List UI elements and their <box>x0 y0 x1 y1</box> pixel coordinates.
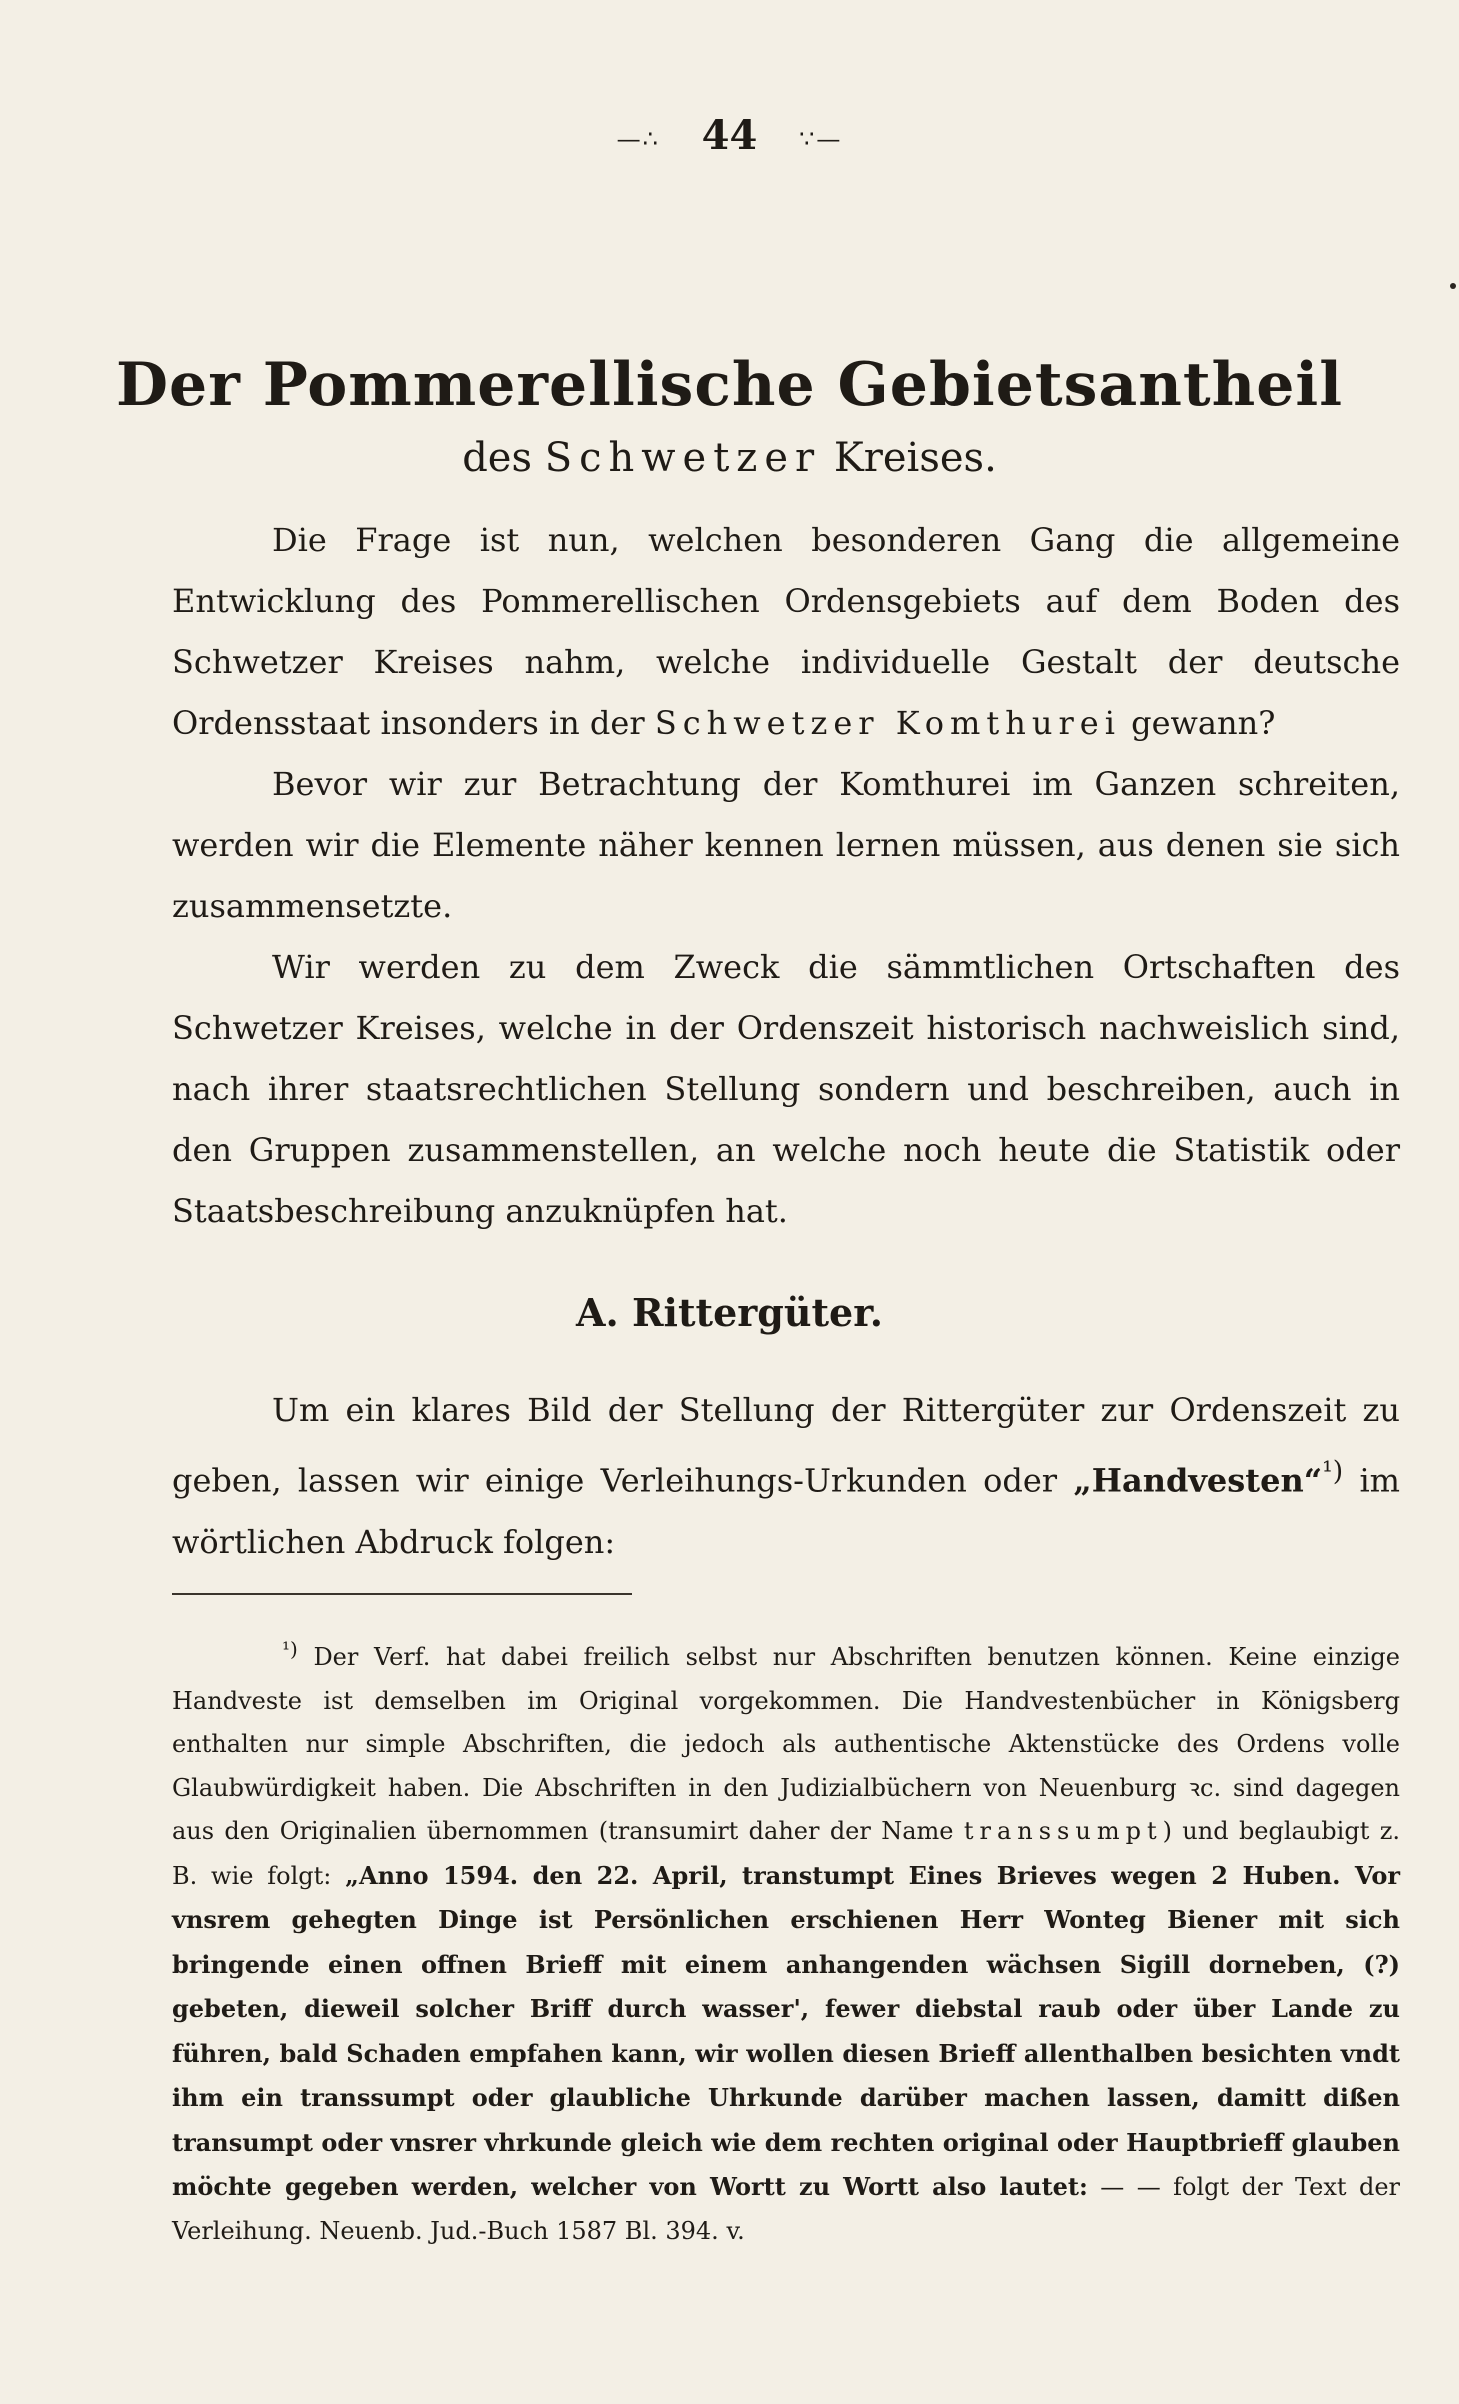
footnote-ref: ¹) <box>1322 1456 1344 1487</box>
footnote-text-spaced: transsumpt <box>963 1817 1163 1845</box>
footnote-marker: ¹) <box>282 1637 298 1661</box>
intro-p1-spaced: Schwetzer Komthurei <box>654 704 1121 742</box>
intro-p1-a: Die Frage ist nun, welchen besonderen Gang die allgemeine Entwicklung des Pommerellischen Ordensgebiets auf dem Boden des Schwetzer Kreises nahm, welche individuelle Gestalt der deutsche Ordensstaat insonders in der <box>172 521 1400 742</box>
subtitle-suffix: Kreises. <box>833 435 997 481</box>
section-text <box>172 1380 1400 1573</box>
intro-text <box>172 510 1400 1242</box>
section-heading: A. Rittergüter. <box>576 1290 883 1335</box>
intro-paragraph-3: Wir werden zu dem Zweck die sämmtlichen Ortschaften des Schwetzer Kreises, welche in der Ordenszeit historisch nachweislich sind, nach ihrer staatsrechtlichen Stellung sondern und beschreiben, auch in den Gruppen zusammenstellen, an welche noch heute die Statistik oder Staatsbeschreibung anzuknüpfen hat. <box>172 948 1400 1230</box>
subtitle-spaced: Schwetzer <box>544 435 822 481</box>
subtitle-prefix: des <box>462 435 533 481</box>
section-paragraph <box>172 1380 1400 1573</box>
ornament-right: ∵— <box>799 125 843 153</box>
footnote <box>172 1628 1400 2253</box>
page-header <box>0 112 1459 159</box>
chapter-title: Der Pommerellische Gebietsantheil <box>116 350 1343 420</box>
section-p1-a: Um ein klares Bild der Stellung der Rittergüter zur Ordenszeit zu geben, lassen wir einige Verleihungs-Urkunden oder <box>172 1391 1400 1500</box>
footnote-text-c: — — folgt der Text der Verleihung. Neuenb. Jud.-Buch 1587 Bl. 394. v. <box>172 2173 1400 2245</box>
page-number: 44 <box>701 112 758 159</box>
intro-p1-b: gewann? <box>1131 704 1276 742</box>
footnote-paragraph <box>172 1628 1400 2253</box>
ornament-left: —∴ <box>616 125 660 153</box>
footnote-quote: „Anno 1594. den 22. April, transtumpt Eines Brieves wegen 2 Huben. Vor vnsrem gehegten Dinge ist Persönlichen erschienen Herr Wonteg Biener mit sich bringende einen offnen Brieff mit einem anhangenden wächsen Sigill dorneben, (?) gebeten, dieweil solcher Briff durch wasser', fewer diebstal raub oder über Lande zu führen, bald Schaden empfahen kann, wir wollen diesen Brieff allenthalben besichten vndt ihm ein transsumpt oder glaubliche Uhrkunde darüber machen lassen, damitt dißen transumpt oder vnsrer vhrkunde gleich wie dem rechten original oder Hauptbrieff glauben möchte gegeben werden, welcher von Wortt zu Wortt also lautet: <box>172 1860 1400 2201</box>
chapter-subtitle <box>0 435 1459 481</box>
intro-paragraph-1 <box>172 510 1400 754</box>
footnote-rule <box>172 1593 632 1595</box>
section-p1-b: im wörtlichen Abdruck folgen: <box>172 1461 1401 1561</box>
footnote-text-b: ) und beglaubigt z. B. wie folgt: <box>172 1817 1400 1890</box>
section-p1-bold: „Handvesten“ <box>1073 1461 1323 1500</box>
ink-speck <box>1450 283 1456 289</box>
footnote-text-a: Der Verf. hat dabei freilich selbst nur Abschriften benutzen können. Keine einzige Handveste ist demselben im Original vorgekommen. Die Handvestenbücher in Königsberg enthalten nur simple Abschriften, die jedoch als authentische Aktenstücke des Ordens volle Glaubwürdigkeit haben. Die Abschriften in den Judizialbüchern von Neuenburg ꝛc. sind dagegen aus den Originalien übernommen (transumirt daher der Name <box>172 1643 1400 1845</box>
intro-paragraph-2: Bevor wir zur Betrachtung der Komthurei im Ganzen schreiten, werden wir die Elemente näher kennen lernen müssen, aus denen sie sich zusammensetzte. <box>172 765 1400 925</box>
